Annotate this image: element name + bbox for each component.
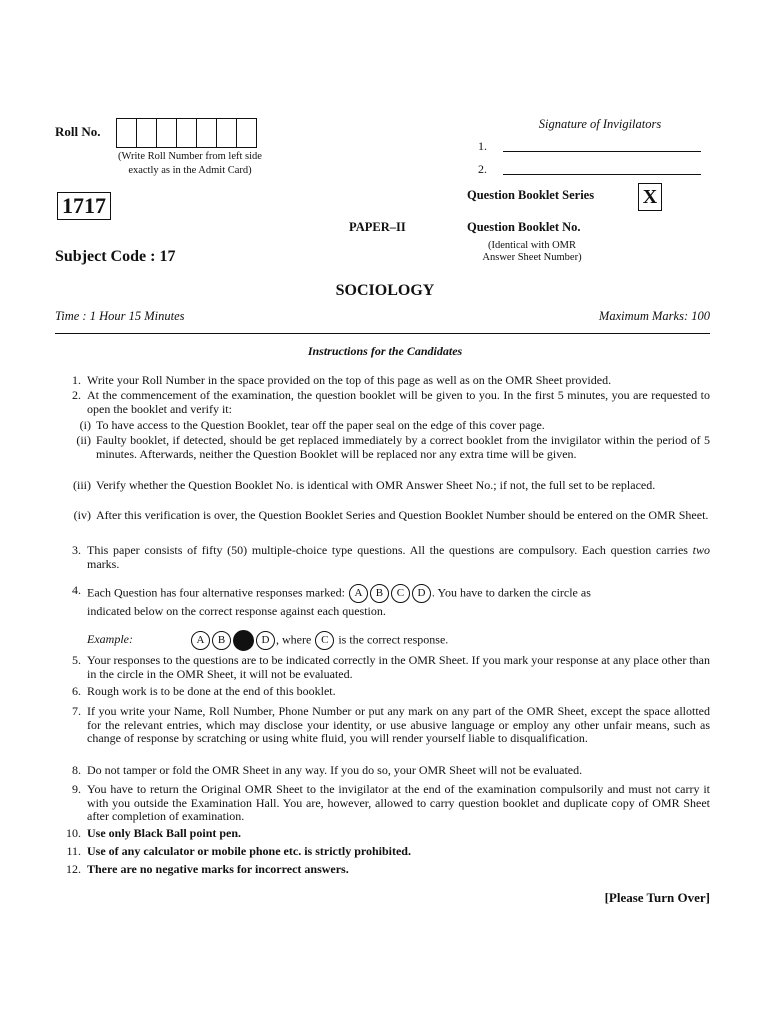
roll-note-line: (Write Roll Number from left side [118,151,262,162]
signature-title: Signature of Invigilators [538,117,662,131]
option-circle-c: C [391,584,410,603]
roll-number-note [90,150,290,178]
subject-title: SOCIOLOGY [335,282,435,299]
example-circle-a: A [191,631,210,650]
signature-line-1-number: 1. [478,139,487,153]
divider [55,333,710,334]
example-label: Example: [87,632,133,647]
series-label: Question Booklet Series [467,188,595,202]
option-circle-a: A [349,584,368,603]
roll-number-boxes[interactable] [117,118,257,148]
option-circle-d: D [412,584,431,603]
subject-code: Subject Code : 17 [55,248,176,265]
booklet-note-line: Answer Sheet Number) [482,252,582,263]
booklet-number-label: Question Booklet No. [467,220,581,234]
example-circle-d: D [256,631,275,650]
option-circle-b: B [370,584,389,603]
booklet-number-note [467,240,597,264]
maximum-marks: Maximum Marks: 100 [598,309,710,323]
signature-line-2-number: 2. [478,162,487,176]
time-duration: Time : 1 Hour 15 Minutes [55,309,185,323]
roll-note-line: exactly as in the Admit Card) [128,165,252,176]
series-value: X [638,183,662,211]
signature-line-2[interactable] [503,174,701,175]
example-circle-c: C [315,631,334,650]
roll-number-label: Roll No. [55,124,101,139]
paper-code-box: 1717 [57,192,111,220]
signature-line-1[interactable] [503,151,701,152]
example-circle-c-filled [233,630,254,651]
paper-label: PAPER–II [349,220,406,234]
please-turn-over: [Please Turn Over] [604,890,710,905]
example-circle-b: B [212,631,231,650]
booklet-note-line: (Identical with OMR [487,240,577,251]
instructions-title: Instructions for the Candidates [307,344,463,358]
